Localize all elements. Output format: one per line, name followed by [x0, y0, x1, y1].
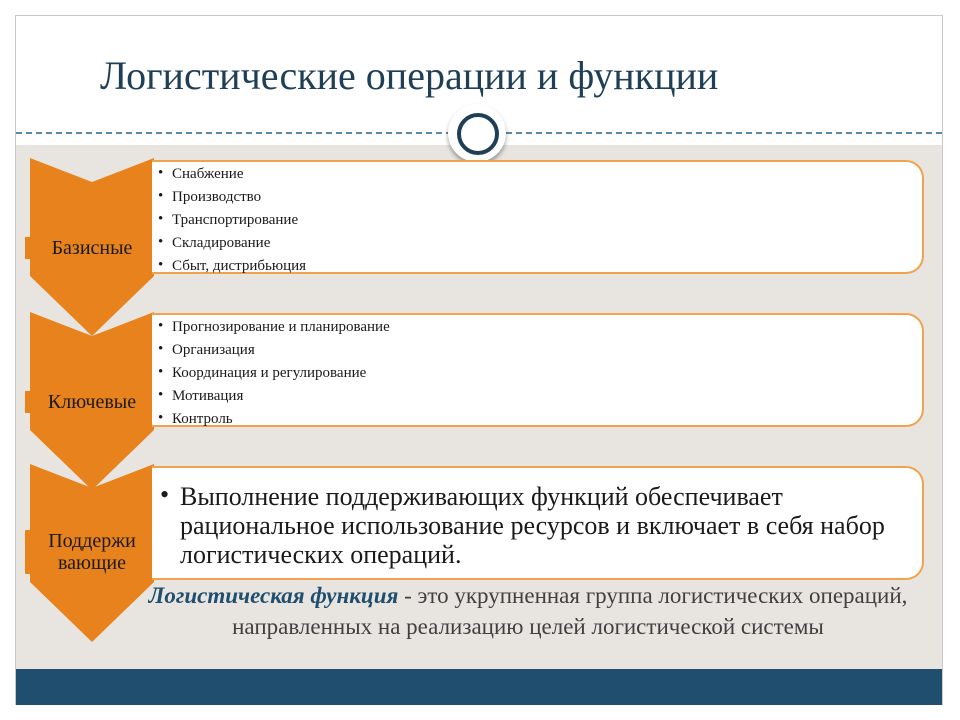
slide-title: Логистические операции и функции: [100, 53, 719, 98]
level-label-support-line2: вающие: [58, 552, 126, 574]
key-functions-list: [152, 316, 922, 431]
list-item: • Выполнение поддерживающих функций обеспечивает рациональное использование ресурсов и включает в себя набор логистических операций.: [152, 482, 908, 569]
list-item: • Мотивация: [152, 385, 922, 408]
level-label-support: [25, 530, 159, 574]
bottom-bar: [16, 669, 942, 705]
basic-functions-list: [152, 163, 922, 278]
definition-body: - это укрупненная группа логистических операций, направленных на реализацию целей логистической системы: [232, 583, 908, 639]
list-item: • Снабжение: [152, 163, 922, 186]
definition-term: Логистическая функция: [148, 583, 399, 608]
list-item: • Организация: [152, 339, 922, 362]
basic-functions-box: [152, 160, 924, 274]
support-functions-box: [152, 466, 924, 580]
list-item: • Сбыт, дистрибьюция: [152, 255, 922, 278]
list-item: • Транспортирование: [152, 209, 922, 232]
list-item: • Контроль: [152, 408, 922, 431]
definition-text: [128, 580, 928, 642]
key-functions-box: [152, 313, 924, 427]
level-label-key: Ключевые: [25, 391, 159, 413]
list-item: • Координация и регулирование: [152, 362, 922, 385]
level-label-support-line1: Поддержи: [48, 530, 136, 552]
list-item: • Складирование: [152, 232, 922, 255]
list-item: • Прогнозирование и планирование: [152, 316, 922, 339]
level-label-basic: Базисные: [25, 237, 159, 259]
list-item: • Производство: [152, 186, 922, 209]
support-functions-list: [152, 482, 908, 569]
circle-ornament-icon: [448, 104, 506, 162]
